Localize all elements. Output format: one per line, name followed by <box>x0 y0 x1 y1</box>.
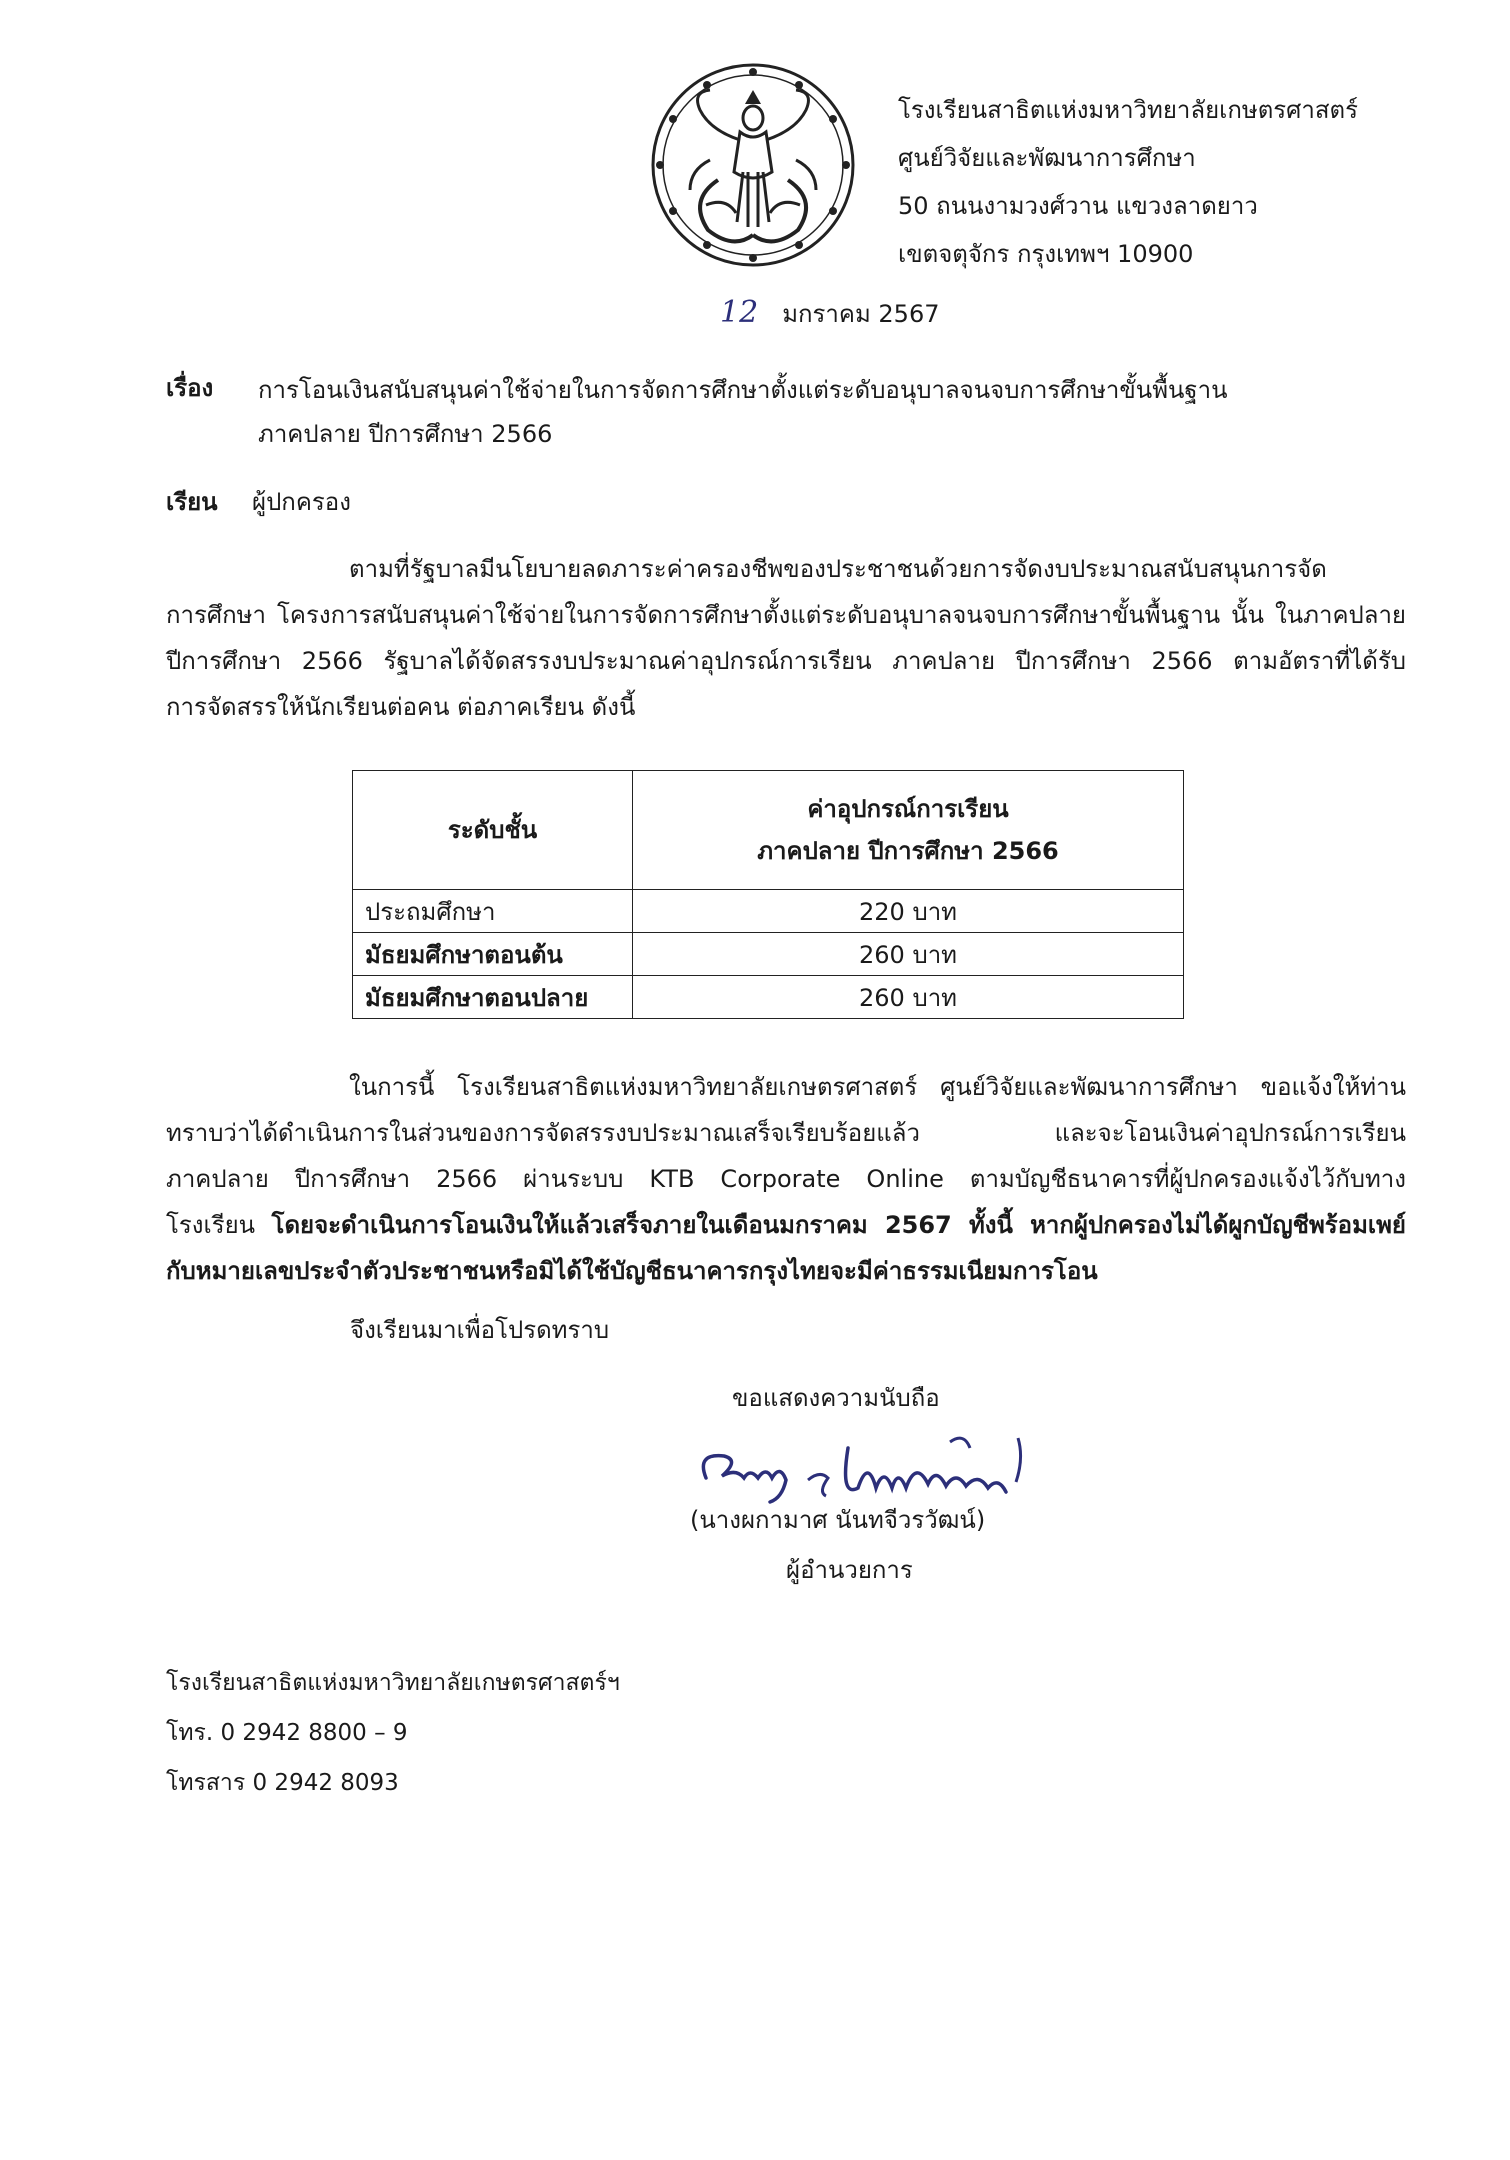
paragraph-2 <box>166 1064 1406 1294</box>
salutation-label: เรียน <box>166 488 218 516</box>
paragraph-2-line-4-bold: โดยจะดำเนินการโอนเงินให้แล้วเสร็จภายในเดือนมกราคม 2567 ทั้งนี้ หากผู้ปกครองไม่ได้ผูกบัญชีพร้อมเพย์ <box>271 1211 1406 1239</box>
table-row <box>353 890 1184 933</box>
closing-text: จึงเรียนมาเพื่อโปรดทราบ <box>350 1316 610 1344</box>
paragraph-1-line-2: การศึกษา โครงการสนับสนุนค่าใช้จ่ายในการจัดการศึกษาตั้งแต่ระดับอนุบาลจนจบการศึกษาขั้นพื้นฐาน นั้น ในภาคปลาย <box>166 601 1406 629</box>
table-row <box>353 933 1184 976</box>
table-row <box>353 976 1184 1019</box>
research-center: ศูนย์วิจัยและพัฒนาการศึกษา <box>898 144 1196 172</box>
subject-line-2: ภาคปลาย ปีการศึกษา 2566 <box>258 420 553 448</box>
respect-text: ขอแสดงความนับถือ <box>732 1384 940 1412</box>
subject-line-1: การโอนเงินสนับสนุนค่าใช้จ่ายในการจัดการศึกษาตั้งแต่ระดับอนุบาลจนจบการศึกษาขั้นพื้นฐาน <box>258 376 1228 404</box>
paragraph-1-line-4: การจัดสรรให้นักเรียนต่อคน ต่อภาคเรียน ดังนี้ <box>166 693 636 721</box>
header-fee-line-2: ภาคปลาย ปีการศึกษา 2566 <box>757 837 1059 865</box>
row-amount: 220 บาท <box>633 890 1184 933</box>
address-line-1: 50 ถนนงามวงศ์วาน แขวงลาดยาว <box>898 192 1258 220</box>
fee-table <box>352 770 1184 1019</box>
header-fee-line-1: ค่าอุปกรณ์การเรียน <box>807 795 1009 823</box>
school-address-block <box>898 86 1358 278</box>
footer-school: โรงเรียนสาธิตแห่งมหาวิทยาลัยเกษตรศาสตร์ฯ <box>166 1670 620 1696</box>
footer-fax: โทรสาร 0 2942 8093 <box>166 1770 399 1796</box>
signer-position: ผู้อำนวยการ <box>786 1556 913 1584</box>
footer-phone: โทร. 0 2942 8800 – 9 <box>166 1720 408 1746</box>
school-name: โรงเรียนสาธิตแห่งมหาวิทยาลัยเกษตรศาสตร์ <box>898 96 1359 124</box>
school-seal-icon <box>648 60 858 270</box>
paragraph-2-line-5-bold: กับหมายเลขประจำตัวประชาชนหรือมิได้ใช้บัญชีธนาคารกรุงไทยจะมีค่าธรรมเนียมการโอน <box>166 1257 1098 1285</box>
header-level: ระดับชั้น <box>353 771 633 890</box>
paragraph-2-line-4-normal: โรงเรียน <box>166 1211 272 1239</box>
row-level: มัธยมศึกษาตอนต้น <box>353 933 633 976</box>
row-level: มัธยมศึกษาตอนปลาย <box>353 976 633 1019</box>
address-line-2: เขตจตุจักร กรุงเทพฯ 10900 <box>898 240 1194 268</box>
date-month-year: มกราคม 2567 <box>782 300 940 328</box>
paragraph-2-line-1: ในการนี้ โรงเรียนสาธิตแห่งมหาวิทยาลัยเกษตรศาสตร์ ศูนย์วิจัยและพัฒนาการศึกษา ขอแจ้งให้ท่าน <box>349 1073 1406 1101</box>
date-day: 12 <box>720 295 759 330</box>
paragraph-2-line-2: ทราบว่าได้ดำเนินการในส่วนของการจัดสรรงบประมาณเสร็จเรียบร้อยแล้ว และจะโอนเงินค่าอุปกรณ์การเรียน <box>166 1119 1406 1147</box>
subject-text <box>258 368 1228 456</box>
footer-contact <box>166 1658 620 1808</box>
subject-label: เรื่อง <box>166 374 214 402</box>
fee-table-header <box>353 771 1184 890</box>
paragraph-1-line-1: ตามที่รัฐบาลมีนโยบายลดภาระค่าครองชีพของประชาชนด้วยการจัดงบประมาณสนับสนุนการจัด <box>349 555 1327 583</box>
paragraph-2-line-5 <box>166 1248 1406 1294</box>
row-amount: 260 บาท <box>633 933 1184 976</box>
header-fee <box>633 771 1184 890</box>
paragraph-2-line-3: ภาคปลาย ปีการศึกษา 2566 ผ่านระบบ KTB Corporate Online ตามบัญชีธนาคารที่ผู้ปกครองแจ้งไว้กับทาง <box>166 1165 1406 1193</box>
paragraph-1-line-3: ปีการศึกษา 2566 รัฐบาลได้จัดสรรงบประมาณค่าอุปกรณ์การเรียน ภาคปลาย ปีการศึกษา 2566 ตามอัตราที่ได้รับ <box>166 647 1406 675</box>
row-amount: 260 บาท <box>633 976 1184 1019</box>
paragraph-2-line-4 <box>166 1202 1406 1248</box>
row-level: ประถมศึกษา <box>353 890 633 933</box>
signer-name: (นางผกามาศ นันทจีวรวัฒน์) <box>690 1506 986 1534</box>
salutation-recipient: ผู้ปกครอง <box>252 488 351 516</box>
paragraph-1 <box>166 546 1406 730</box>
letter-date <box>720 294 940 333</box>
